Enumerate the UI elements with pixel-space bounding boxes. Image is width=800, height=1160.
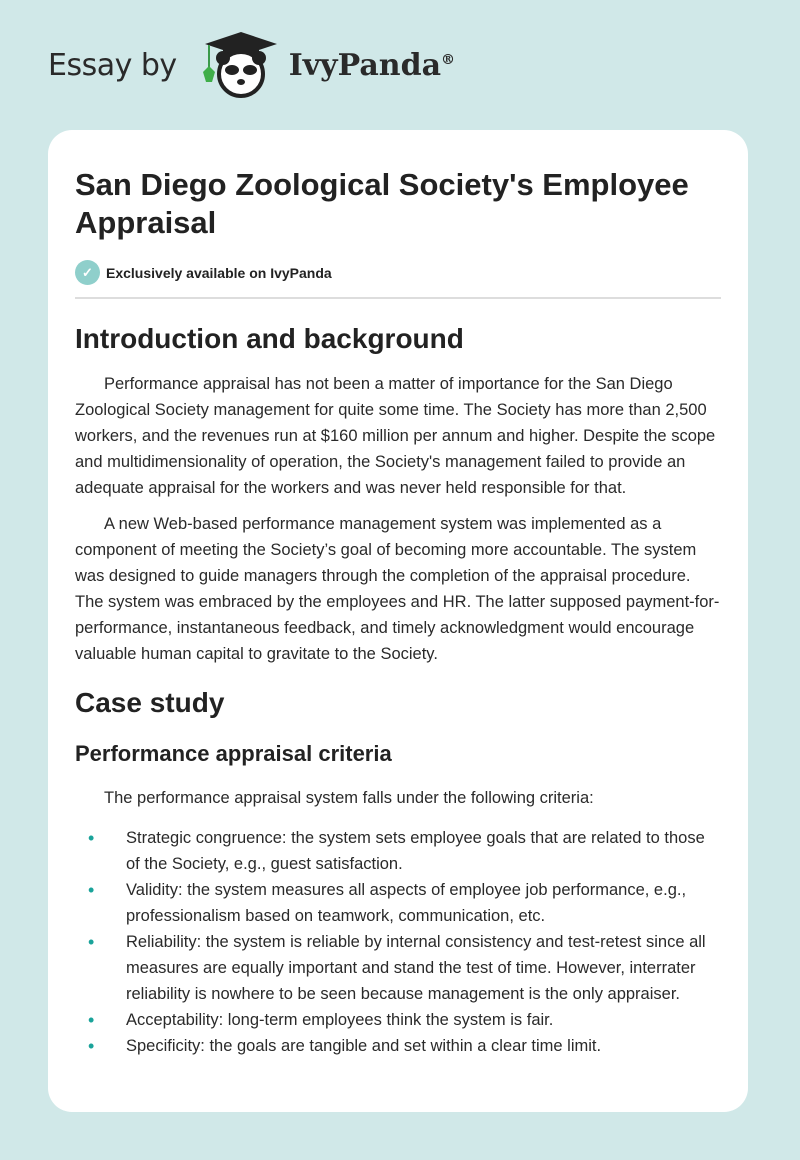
section-heading: Introduction and background [75, 323, 464, 354]
panda-logo-icon[interactable] [197, 30, 285, 100]
divider [75, 297, 721, 299]
list-item [75, 1033, 721, 1059]
paragraph: The performance appraisal system falls under the following criteria: [104, 789, 594, 807]
exclusive-label: Exclusively available on IvyPanda [106, 264, 332, 281]
brand-text: IvyPanda [288, 47, 442, 83]
criteria-list [75, 825, 721, 1059]
list-item-text: Specificity: the goals are tangible and set within a clear time limit. [126, 1037, 602, 1055]
bullet-icon: • [88, 932, 95, 952]
site-header [48, 30, 455, 100]
bullet-icon: • [88, 1010, 95, 1030]
paragraph: Performance appraisal has not been a matter of importance for the San Diego Zoological Society management for quite some time. The Society has more than 2,500 workers, and the revenues run at $160 million per annum and higher. Despite the scope and multidimensionality of operation, the Society's management failed to provide an adequate appraisal for the workers and was never held responsible for that. [75, 375, 716, 497]
exclusive-badge [75, 260, 721, 285]
list-item-text: Validity: the system measures all aspects of employee job performance, e.g., professionalism based on teamwork, communication, etc. [126, 881, 687, 925]
list-item-text: Reliability: the system is reliable by internal consistency and test-retest since all measures are equally important and stand the test of time. However, interrater reliability is nowhere to be seen because management is the only appraiser. [126, 933, 706, 1003]
article-title: San Diego Zoological Society's Employee Appraisal [75, 167, 689, 240]
list-item [75, 825, 721, 877]
paragraph: A new Web-based performance management system was implemented as a component of meeting the Society’s goal of becoming more accountable. The system was designed to guide managers through the completion of the appraisal procedure. The system was embraced by the employees and HR. The latter supposed payment-for-performance, instantaneous feedback, and timely acknowledgment would encourage valuable human capital to gravitate to the Society. [75, 515, 720, 663]
registered-mark: ® [441, 51, 456, 68]
list-item [75, 929, 721, 1007]
bullet-icon: • [88, 828, 95, 848]
list-item [75, 877, 721, 929]
bullet-icon: • [88, 880, 95, 900]
essay-by-label: Essay by [48, 47, 177, 83]
list-item-text: Acceptability: long-term employees think the system is fair. [126, 1011, 554, 1029]
list-item-text: Strategic congruence: the system sets employee goals that are related to those of the Society, e.g., guest satisfaction. [126, 829, 705, 873]
brand-name [289, 48, 455, 83]
bullet-icon: • [88, 1036, 95, 1056]
list-item [75, 1007, 721, 1033]
subsection-heading: Performance appraisal criteria [75, 741, 392, 766]
section-heading: Case study [75, 687, 225, 718]
article-card [48, 130, 748, 1112]
check-icon: ✓ [75, 260, 100, 285]
